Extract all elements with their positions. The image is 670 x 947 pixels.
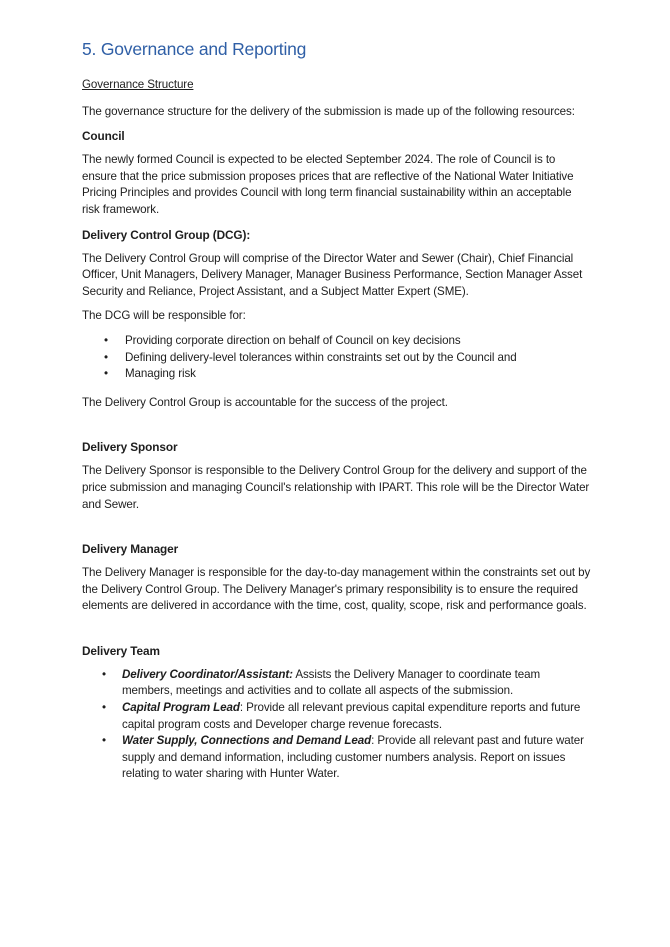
delivery-sponsor-heading: Delivery Sponsor — [82, 440, 178, 455]
list-item: • Managing risk — [82, 366, 592, 383]
dcg-paragraph: The Delivery Control Group will comprise of the Director Water and Sewer (Chair), Chief Financial Officer, Unit Managers, Delivery Manager, Manager Business Performance, Section Manager Asset Security and Reliance, Project Assistant, and a Subject Matter Expert (SME). — [82, 251, 583, 298]
team-role-description: Assists the Delivery Manager to coordinate team members, meetings and activities and to collate all aspects of the submission. — [122, 667, 541, 698]
list-item: • Providing corporate direction on behalf of Council on key decisions — [82, 333, 592, 350]
dcg-responsible-intro: The DCG will be responsible for: — [82, 309, 246, 323]
section-title: 5. Governance and Reporting — [82, 39, 307, 59]
team-role-description: : Provide all relevant past and future water supply and demand information, including customer numbers analysis. Report on issues relating to water sharing with Hunter Water. — [122, 734, 584, 781]
governance-structure-subheading: Governance Structure — [82, 78, 194, 91]
list-item — [82, 733, 592, 783]
list-item: • Defining delivery-level tolerances within constraints set out by the Council and — [82, 350, 592, 367]
delivery-manager-paragraph: The Delivery Manager is responsible for the day-to-day management within the constraints set out by the Delivery Control Group. The Delivery Manager's primary responsibility is to ensure the required elements are delivered in accordance with the time, cost, quality, scope, risk and performance goals. — [82, 566, 591, 613]
dcg-accountable-paragraph: The Delivery Control Group is accountable for the success of the project. — [82, 395, 448, 409]
team-role: Water Supply, Connections and Demand Lead — [122, 734, 372, 748]
spacer — [82, 623, 592, 643]
spacer — [82, 419, 592, 439]
list-item — [82, 700, 592, 733]
dcg-responsibilities-list — [82, 333, 592, 383]
team-role: Delivery Coordinator/Assistant: — [122, 667, 293, 681]
document-body — [82, 38, 592, 795]
list-item — [82, 667, 592, 700]
delivery-sponsor-paragraph: The Delivery Sponsor is responsible to the Delivery Control Group for the delivery and support of the price submission and managing Council's relationship with IPART. This role will be the Director Water and Sewer. — [82, 464, 590, 511]
spacer — [82, 521, 592, 541]
delivery-team-list — [82, 667, 592, 783]
delivery-manager-heading: Delivery Manager — [82, 542, 179, 557]
intro-paragraph: The governance structure for the delivery of the submission is made up of the following resources: — [82, 104, 575, 118]
council-paragraph: The newly formed Council is expected to be elected September 2024. The role of Council is to ensure that the price submission proposes prices that are reflective of the National Water Initiative Pricing Principles and provides Council with long term financial sustainability within an acceptable risk framework. — [82, 153, 574, 216]
dcg-heading: Delivery Control Group (DCG): — [82, 227, 251, 242]
delivery-team-section — [82, 643, 592, 783]
team-role: Capital Program Lead — [122, 701, 240, 715]
council-heading: Council — [82, 129, 125, 144]
team-role-description: : Provide all relevant previous capital expenditure reports and future capital program costs and Developer charge revenue forecasts. — [122, 701, 581, 731]
delivery-team-heading: Delivery Team — [82, 643, 160, 658]
